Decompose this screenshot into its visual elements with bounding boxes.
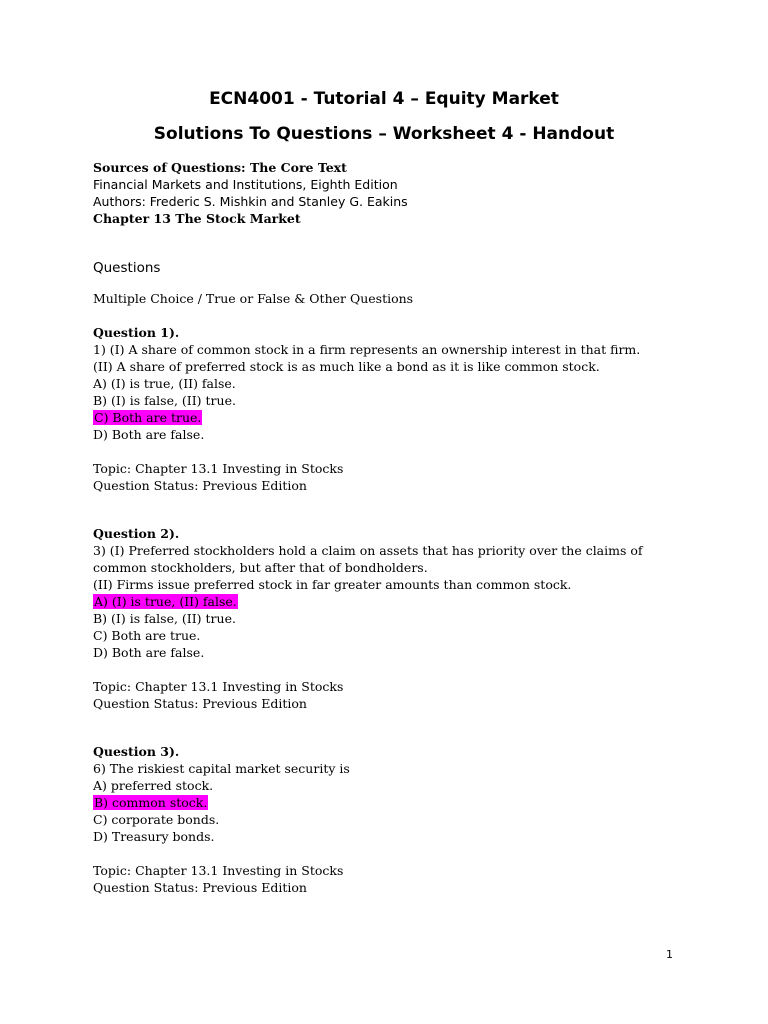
spacer [93,845,693,862]
sources-authors: Authors: Frederic S. Mishkin and Stanley G. Eakins [93,194,408,209]
question-stem-line: (II) Firms issue preferred stock in far greater amounts than common stock. [93,577,572,592]
question-heading: Question 1). [93,325,180,340]
question-2 [93,525,693,712]
question-stem-line: common stockholders, but after that of bondholders. [93,560,428,575]
question-topic: Topic: Chapter 13.1 Investing in Stocks [93,679,344,694]
sources-book: Financial Markets and Institutions, Eighth Edition [93,177,398,192]
answer-option [93,409,693,426]
answer-option: D) Both are false. [93,427,205,442]
sources-label: Sources of Questions: The Core Text [93,160,347,175]
page-number: 1 [666,948,673,961]
answer-option: A) (I) is true, (II) false. [93,376,236,391]
answer-option [93,593,693,610]
answer-option: D) Both are false. [93,645,205,660]
correct-answer-highlight: B) common stock. [94,795,208,810]
document-subtitle: Solutions To Questions – Worksheet 4 - Handout [153,124,615,144]
question-3 [93,743,693,896]
question-status: Question Status: Previous Edition [93,880,307,895]
answer-option [93,794,693,811]
question-status: Question Status: Previous Edition [93,478,307,493]
question-stem-line: 1) (I) A share of common stock in a firm represents an ownership interest in that firm. [93,342,641,357]
question-1 [93,324,693,494]
answer-option: B) (I) is false, (II) true. [93,393,236,408]
answer-option: B) (I) is false, (II) true. [93,611,236,626]
sources-block [93,159,693,227]
document-title: ECN4001 - Tutorial 4 – Equity Market [209,89,559,109]
section-heading: Questions [93,260,161,276]
sources-chapter: Chapter 13 The Stock Market [93,211,301,226]
question-heading: Question 3). [93,744,180,759]
question-stem-line: 3) (I) Preferred stockholders hold a claim on assets that has priority over the claims of [93,543,643,558]
correct-answer-highlight: A) (I) is true, (II) false. [94,594,237,609]
spacer [93,661,693,678]
question-stem-line: (II) A share of preferred stock is as much like a bond as it is like common stock. [93,359,600,374]
answer-option: A) preferred stock. [93,778,214,793]
question-stem-line: 6) The riskiest capital market security is [93,761,350,776]
answer-option: D) Treasury bonds. [93,829,215,844]
correct-answer-highlight: C) Both are true. [94,410,202,425]
spacer [93,443,693,460]
answer-option: C) corporate bonds. [93,812,220,827]
question-status: Question Status: Previous Edition [93,696,307,711]
question-topic: Topic: Chapter 13.1 Investing in Stocks [93,863,344,878]
section-subtitle: Multiple Choice / True or False & Other Questions [93,291,414,306]
question-topic: Topic: Chapter 13.1 Investing in Stocks [93,461,344,476]
question-heading: Question 2). [93,526,180,541]
answer-option: C) Both are true. [93,628,201,643]
